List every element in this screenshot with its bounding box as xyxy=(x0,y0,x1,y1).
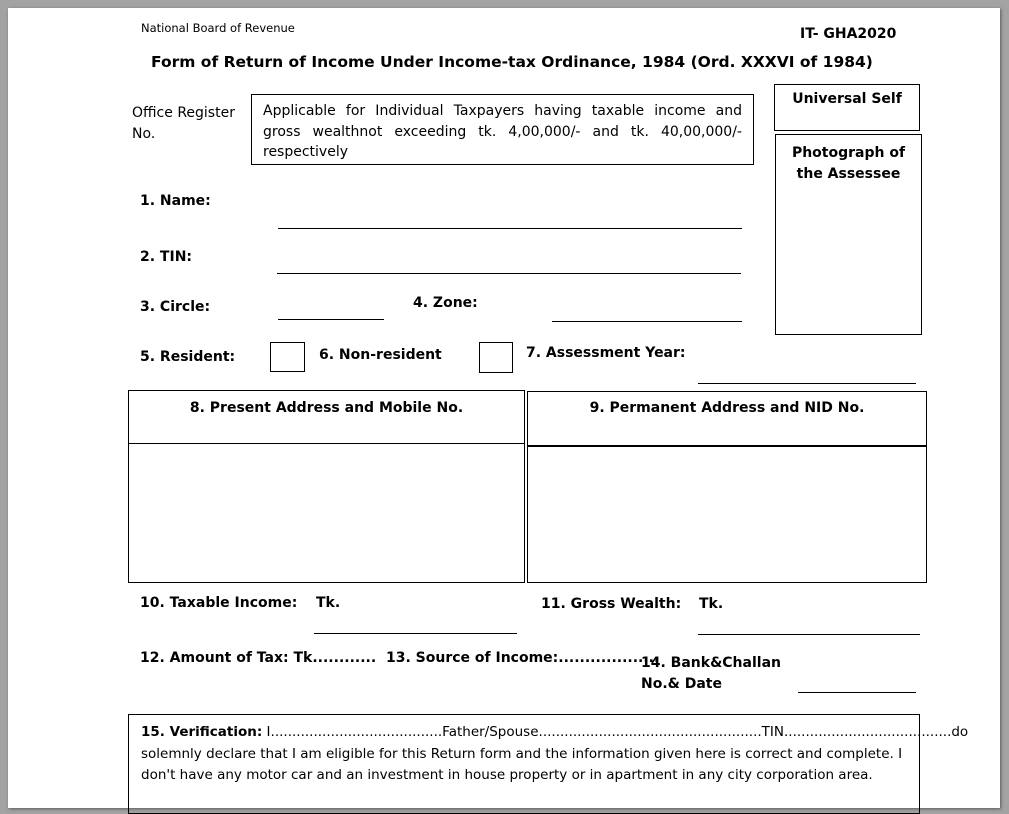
verification-line1[interactable]: I........................................Father/Spouse....................................................TIN.......................................do xyxy=(266,724,969,740)
taxable-income-label: 10. Taxable Income: xyxy=(140,595,298,611)
amount-of-tax-label: 12. Amount of Tax: Tk............ xyxy=(140,650,377,666)
verification-box xyxy=(128,714,969,814)
verification-line2: solemnly declare that I am eligible for this Return form and the information given here is correct and complete. I xyxy=(141,745,903,762)
source-of-income-label: 13. Source of Income:................... xyxy=(386,650,660,666)
universal-self-box: Universal Self xyxy=(774,84,920,131)
circle-label: 3. Circle: xyxy=(140,299,211,315)
verification-line3: don't have any motor car and an investment in house property or in apartment in any city corporation area. xyxy=(141,767,873,783)
zone-label: 4. Zone: xyxy=(413,295,478,311)
name-input-line[interactable] xyxy=(278,228,742,229)
bank-challan-input-line[interactable] xyxy=(798,692,916,693)
taxable-income-input-line[interactable] xyxy=(314,633,517,634)
taxable-income-tk: Tk. xyxy=(316,595,341,611)
applicability-box: Applicable for Individual Taxpayers having taxable income and gross wealthnot exceeding tk. 4,00,000/- and tk. 40,00,000/- respectively xyxy=(251,94,754,165)
resident-label: 5. Resident: xyxy=(140,349,236,365)
form-code: IT- GHA2020 xyxy=(800,26,897,42)
permanent-address-title: 9. Permanent Address and NID No. xyxy=(589,400,865,416)
photograph-box[interactable]: Photograph of the Assessee xyxy=(775,134,922,335)
resident-checkbox[interactable] xyxy=(270,342,305,372)
nonresident-checkbox[interactable] xyxy=(479,342,513,373)
gross-wealth-tk: Tk. xyxy=(699,596,724,612)
office-register-label: Office Register No. xyxy=(132,105,235,142)
tin-label: 2. TIN: xyxy=(140,249,193,265)
form-title: Form of Return of Income Under Income-tax Ordinance, 1984 (Ord. XXXVI of 1984) xyxy=(151,53,873,71)
assessment-year-input-line[interactable] xyxy=(698,383,916,384)
verification-label: 15. Verification: xyxy=(141,724,263,740)
permanent-address-header xyxy=(527,391,927,446)
nonresident-label: 6. Non-resident xyxy=(319,347,442,363)
name-label: 1. Name: xyxy=(140,193,211,209)
present-address-field[interactable] xyxy=(128,443,525,583)
bank-challan-label: 14. Bank&Challan No.& Date xyxy=(641,655,781,692)
zone-input-line[interactable] xyxy=(552,321,742,322)
gross-wealth-input-line[interactable] xyxy=(698,634,920,635)
assessment-year-label: 7. Assessment Year: xyxy=(526,345,686,361)
gross-wealth-label: 11. Gross Wealth: xyxy=(541,596,682,612)
present-address-header xyxy=(128,390,525,444)
form-page xyxy=(8,8,1000,808)
agency-name: National Board of Revenue xyxy=(141,21,295,35)
tin-input-line[interactable] xyxy=(277,273,741,274)
permanent-address-field[interactable] xyxy=(527,446,927,583)
present-address-title: 8. Present Address and Mobile No. xyxy=(189,400,464,416)
circle-input-line[interactable] xyxy=(278,319,384,320)
